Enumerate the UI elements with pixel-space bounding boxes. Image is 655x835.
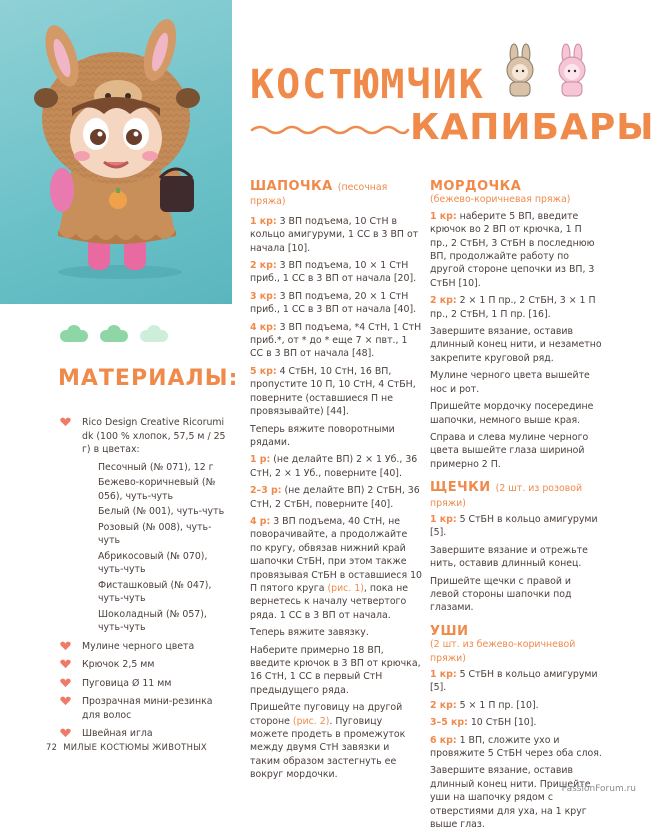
muzzle-text: Пришейте мордочку посередине шапочки, немного выше края. — [430, 401, 594, 426]
figure-ref: (рис. 1) — [327, 582, 364, 594]
product-photo — [0, 0, 232, 304]
muzzle-yarn: (бежево-коричневая пряжа) — [430, 194, 571, 206]
yarn-color: Бежево-коричневый (№ 056), чуть-чуть — [98, 477, 216, 502]
turn-note: Теперь вяжите поворотными рядами. — [250, 423, 395, 448]
hat-row: 2–3 р: (не делайте ВП) 2 СтБН, 36 СтН, 2 СтБН, поверните [40]. — [250, 485, 420, 510]
hat-row: 3 кр: 3 ВП подъема, 20 × 1 СтН приб., 1 СС в 3 ВП от начала [40]. — [250, 290, 417, 316]
doll-icons — [500, 42, 610, 102]
materials-list — [58, 416, 228, 746]
heart-icon — [60, 641, 71, 651]
materials-item-text: Прозрачная мини-резинка для волос — [82, 696, 213, 721]
tie-text: Наберите примерно 18 ВП, введите крючок в 3 ВП от крючка, 16 СтН, 1 СС в первый СтН предыдущего ряда. — [250, 644, 421, 696]
materials-item — [58, 658, 228, 672]
cloud-icon — [60, 325, 88, 342]
cheeks-heading: ЩЕЧКИ (2 шт. из розовой пряжи) — [430, 480, 583, 509]
page-footer — [46, 742, 207, 752]
yarn-colors — [82, 461, 228, 635]
hat-row: 5 кр: 4 СтБН, 10 СтН, 16 ВП, пропустите 10 П, 10 СтН, 4 СтБН, поверните (оставшиеся П не провязывайте) [44]. — [250, 365, 416, 418]
hat-row: 2 кр: 3 ВП подъема, 10 × 1 СтН приб., 1 СС в 3 ВП от начала [20]. — [250, 260, 417, 285]
hat-title: ШАПОЧКА — [250, 179, 333, 194]
clouds-decoration — [58, 324, 178, 344]
ears-row: 1 кр: 5 СтБН в кольцо амигуруми [5]. — [430, 669, 598, 694]
heart-icon — [60, 728, 71, 738]
hat-row: 4 р: 3 ВП подъема, 40 СтН, не поворачивайте, а продолжайте по кругу, обвязав нижний край шапочки СтБН, при этом также провязывая СтБН в оставшиеся 10 П пятого круга (рис. 1), пока не вернетесь к началу четвертого ряда. 1 СС в 3 ВП от начала. — [250, 515, 422, 621]
ears-row: 6 кр: 1 ВП, сложите ухо и провяжите 5 СтБН через оба слоя. — [430, 734, 602, 760]
figure-ref: (рис. 2) — [292, 715, 330, 727]
hat-row: 4 кр: 3 ВП подъема, *4 СтН, 1 СтН приб.*, от * до * еще 7 × пвт., 1 СС в 3 ВП от начала [48]. — [250, 321, 422, 360]
cheeks-yarn: (2 шт. из розовой пряжи) — [430, 483, 583, 509]
hat-section — [250, 180, 422, 786]
ears-title: УШИ — [430, 623, 469, 639]
muzzle-text: Завершите вязание, оставив длинный конец нити, и незаметно закрепите круговой ряд. — [430, 326, 602, 364]
hat-row: 1 кр: 3 ВП подъема, 10 СтН в кольцо амигуруми, 1 СС в 3 ВП от начала [10]. — [250, 215, 419, 254]
muzzle-title: МОРДОЧКА — [430, 179, 522, 194]
button-text: Пришейте пуговицу на другой стороне (рис. 2). Пуговицу можете продеть в промежуток между двумя СтН завязки и таким образом застегнуть ее вокруг мордочки. — [250, 702, 406, 781]
materials-item — [58, 727, 228, 741]
cloud-icon — [100, 325, 128, 342]
hat-heading — [250, 180, 422, 209]
title-line-1: КОСТЮМЧИК — [250, 62, 485, 108]
materials-item-text: Швейная игла — [82, 728, 153, 739]
right-column — [430, 180, 602, 835]
doll-icon — [559, 44, 585, 96]
heart-icon — [60, 696, 71, 706]
title-line-2: КАПИБАРЫ — [410, 107, 655, 148]
muzzle-text: Справа и слева мулине черного цвета вышейте глаза шириной примерно 2 П. — [430, 431, 589, 470]
yarn-color: Фисташковый (№ 047), чуть-чуть — [98, 579, 212, 604]
materials-item-text: Мулине черного цвета — [82, 640, 195, 652]
cheeks-text: Пришейте щечки с правой и левой стороны шапочки под глазами. — [430, 575, 572, 614]
yarn-color: Шоколадный (№ 057), чуть-чуть — [98, 608, 207, 633]
hat-row: 1 р: (не делайте ВП) 2 × 1 Уб., 36 СтН, 2 × 1 Уб., поверните [40]. — [250, 454, 418, 479]
materials-item-text: Пуговица Ø 11 мм — [82, 677, 172, 689]
watermark: PassionForum.ru — [561, 784, 636, 794]
wave-line — [250, 122, 410, 136]
muzzle-row: 1 кр: наберите 5 ВП, введите крючок во 2 ВП от крючка, 1 П пр., 2 СтБН, 3 СтБН в последнюю ВП, продолжайте работу по другой стороне цепочки из ВП, 3 СтБН [10]. — [430, 210, 595, 289]
materials-item — [58, 677, 228, 691]
cloud-icon — [140, 325, 168, 342]
hat-yarn: (песочная пряжа) — [250, 182, 388, 208]
ears-row: 3–5 кр: 10 СтБН [10]. — [430, 717, 537, 729]
doll-icon — [507, 44, 533, 96]
amigurumi-doll-illustration — [0, 0, 232, 304]
muzzle-text: Мулине черного цвета вышейте нос и рот. — [430, 370, 590, 395]
ears-yarn: (2 шт. из бежево-коричневой пряжи) — [430, 639, 576, 664]
heart-icon — [60, 659, 71, 669]
yarn-color: Песочный (№ 071), 12 г — [98, 461, 214, 473]
materials-heading: МАТЕРИАЛЫ: — [58, 366, 239, 391]
materials-item — [58, 640, 228, 654]
ears-text: Завершите вязание, оставив длинный конец нити. Пришейте уши на шапочку рядом с отверстиями для уха, на 1 круг выше глаз. — [430, 765, 591, 831]
page-number: 72 — [46, 742, 58, 752]
muzzle-row: 2 кр: 2 × 1 П пр., 2 СтБН, 3 × 1 П пр., 2 СтБН, 1 П пр. [16]. — [430, 295, 596, 320]
yarn-color: Розовый (№ 008), чуть-чуть — [98, 521, 212, 546]
yarn-color: Абрикосовый (№ 070), чуть-чуть — [98, 550, 208, 575]
cheeks-text: Завершите вязание и отрежьте нить, оставив длинный конец. — [430, 544, 588, 570]
cheeks-row: 1 кр: 5 СтБН в кольцо амигуруми [5]. — [430, 513, 598, 539]
book-title: МИЛЫЕ КОСТЮМЫ ЖИВОТНЫХ — [63, 742, 207, 752]
materials-item — [58, 695, 228, 722]
tie-note: Теперь вяжите завязку. — [250, 627, 369, 639]
materials-item-text: Крючок 2,5 мм — [82, 659, 155, 670]
yarn-description: Rico Design Creative Ricorumi dk (100 % хлопок, 57,5 м / 25 г) в цветах: — [82, 417, 226, 455]
ears-row: 2 кр: 5 × 1 П пр. [10]. — [430, 699, 539, 711]
materials-yarn-item — [58, 416, 228, 635]
yarn-color: Белый (№ 001), чуть-чуть — [98, 506, 225, 517]
heart-icon — [60, 417, 71, 427]
heart-icon — [60, 678, 71, 688]
